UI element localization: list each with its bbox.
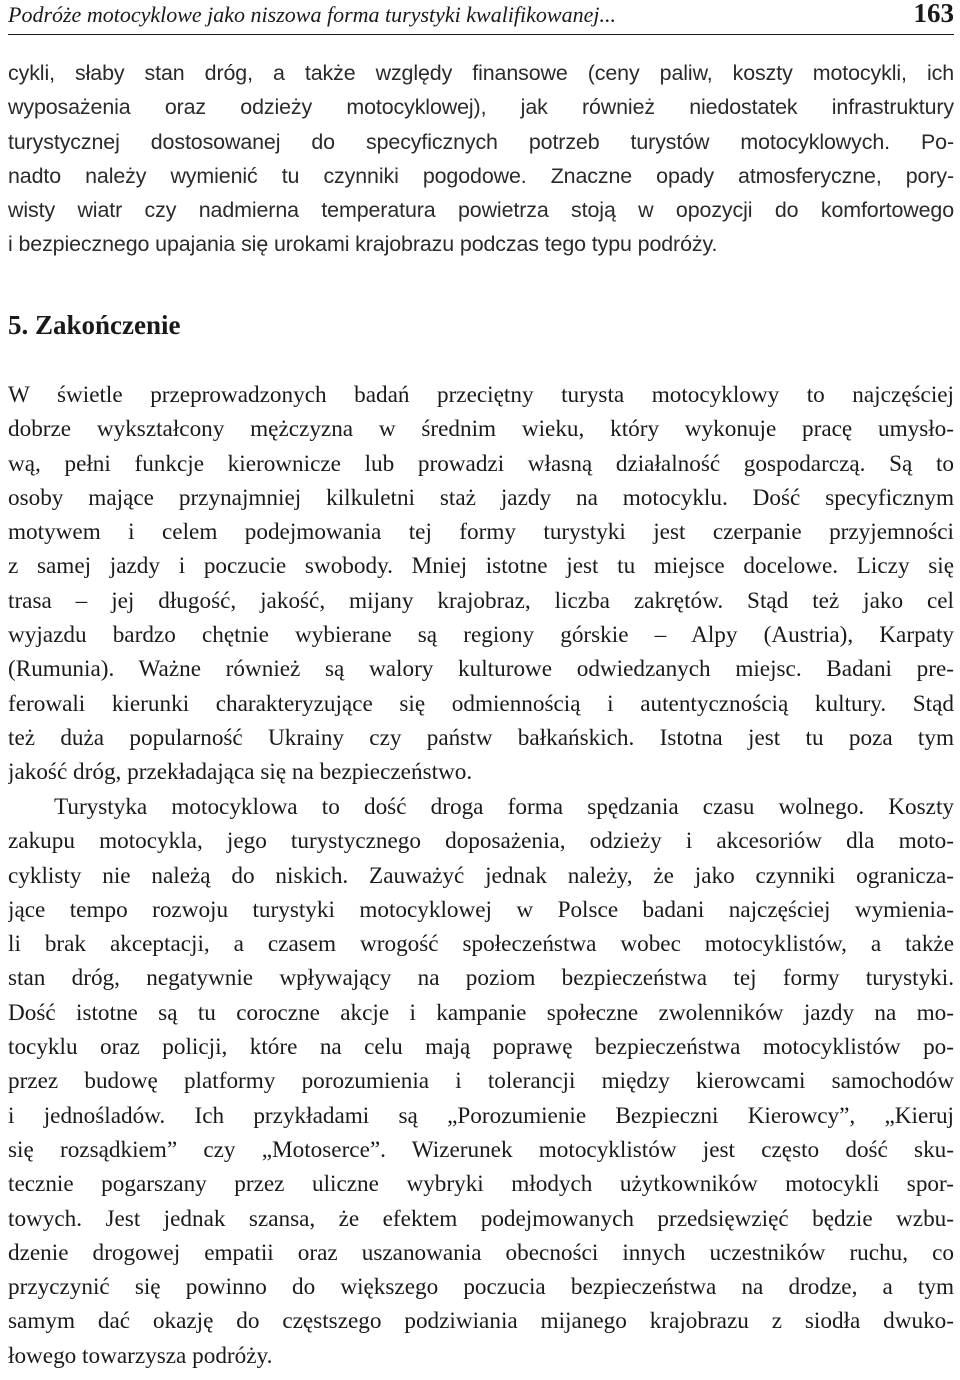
text-line: też duża popularność Ukrainy czy państw bałkańskich. Istotna jest tu poza tym xyxy=(8,724,954,751)
text-line: Dość istotne są tu coroczne akcje i kampanie społeczne zwolenników jazdy na mo- xyxy=(8,999,954,1026)
text-line: stan dróg, negatywnie wpływający na poziom bezpieczeństwa tej formy turystyki. xyxy=(8,965,954,992)
section-heading: 5. Zakończenie xyxy=(8,310,181,340)
text-line: motywem i celem podejmowania tej formy turystyki jest czerpanie przyjemności xyxy=(8,519,954,546)
text-line: wisty wiatr czy nadmierna temperatura powietrza stoją w opozycji do komfortowego xyxy=(8,198,954,223)
text-line: wyjazdu bardzo chętnie wybierane są regiony górskie – Alpy (Austria), Karpaty xyxy=(8,622,954,649)
text-line: tocyklu oraz policji, które na celu mają poprawę bezpieczeństwa motocyklistów po- xyxy=(8,1034,954,1061)
text-line: jące tempo rozwoju turystyki motocyklowej w Polsce badani najczęściej wymienia- xyxy=(8,896,954,923)
text-line: samym dać okazję do częstszego podziwiania mijanego krajobrazu z siodła dwuko- xyxy=(8,1308,954,1335)
text-line: dobrze wykształcony mężczyzna w średnim wieku, który wykonuje pracę umysło- xyxy=(8,416,954,443)
text-line: zakupu motocykla, jego turystycznego doposażenia, odzieży i akcesoriów dla moto- xyxy=(8,828,954,855)
text-line: osoby mające przynajmniej kilkuletni staż jazdy na motocyklu. Dość specyficznym xyxy=(8,484,954,511)
text-line: cyklisty nie należą do niskich. Zauważyć jednak należy, że jako czynniki ogranicza- xyxy=(8,862,954,889)
text-line: wą, pełni funkcje kierownicze lub prowadzi własną działalność gospodarczą. Są to xyxy=(8,450,954,477)
text-line: z samej jazdy i poczucie swobody. Mniej istotne jest tu miejsce docelowe. Liczy się xyxy=(8,553,954,580)
conclusion-paragraph-1 xyxy=(8,378,954,790)
text-line: łowego towarzysza podróży. xyxy=(8,1342,273,1369)
text-line: turystycznej dostosowanej do specyficznych potrzeb turystów motocyklowych. Po- xyxy=(8,129,954,154)
text-line: (Rumunia). Ważne również są walory kulturowe odwiedzanych miejsc. Badani pre- xyxy=(8,656,954,683)
text-line: towych. Jest jednak szansa, że efektem podejmowanych przedsięwzięć będzie wzbu- xyxy=(8,1205,954,1232)
running-header xyxy=(8,0,954,35)
text-line: ferowali kierunki charakteryzujące się odmiennością i autentycznością kultury. Stąd xyxy=(8,690,954,717)
text-line: i jednośladów. Ich przykładami są „Porozumienie Bezpieczni Kierowcy”, „Kieruj xyxy=(8,1102,954,1129)
running-header-title: Podróże motocyklowe jako niszowa forma turystyki kwalifikowanej... xyxy=(8,2,616,27)
text-line: przyczynić się powinno do większego poczucia bezpieczeństwa na drodze, a tym xyxy=(8,1274,954,1301)
text-line: trasa – jej długość, jakość, mijany krajobraz, liczba zakrętów. Stąd też jako cel xyxy=(8,587,954,614)
text-line: przez budowę platformy porozumienia i tolerancji między kierowcami samochodów xyxy=(8,1068,954,1095)
text-line: Turystyka motocyklowa to dość droga forma spędzania czasu wolnego. Koszty xyxy=(54,794,954,820)
text-line: W świetle przeprowadzonych badań przeciętny turysta motocyklowy to najczęściej xyxy=(8,382,954,408)
text-line: cykli, słaby stan dróg, a także względy finansowe (ceny paliw, koszty motocykli, ich xyxy=(8,61,954,85)
text-line: nadto należy wymienić tu czynniki pogodowe. Znaczne opady atmosferyczne, pory- xyxy=(8,163,954,188)
document-page xyxy=(8,0,954,1380)
text-line: się rozsądkiem” czy „Motoserce”. Wizerunek motocyklistów jest często dość sku- xyxy=(8,1136,954,1163)
text-line: jakość dróg, przekładająca się na bezpieczeństwo. xyxy=(8,759,473,786)
intro-paragraph xyxy=(8,56,954,262)
conclusion-paragraph-2 xyxy=(8,790,954,1373)
text-line: i bezpiecznego upajania się urokami krajobrazu podczas tego typu podróży. xyxy=(8,232,718,257)
text-line: dzenie drogowej empatii oraz uszanowania obecności innych uczestników ruchu, co xyxy=(8,1239,954,1266)
page-number: 163 xyxy=(913,0,954,28)
text-line: tecznie pogarszany przez uliczne wybryki młodych użytkowników motocykli spor- xyxy=(8,1171,954,1198)
text-line: wyposażenia oraz odzieży motocyklowej), jak również niedostatek infrastruktury xyxy=(8,95,954,120)
text-line: li brak akceptacji, a czasem wrogość społeczeństwa wobec motocyklistów, a także xyxy=(8,931,954,958)
